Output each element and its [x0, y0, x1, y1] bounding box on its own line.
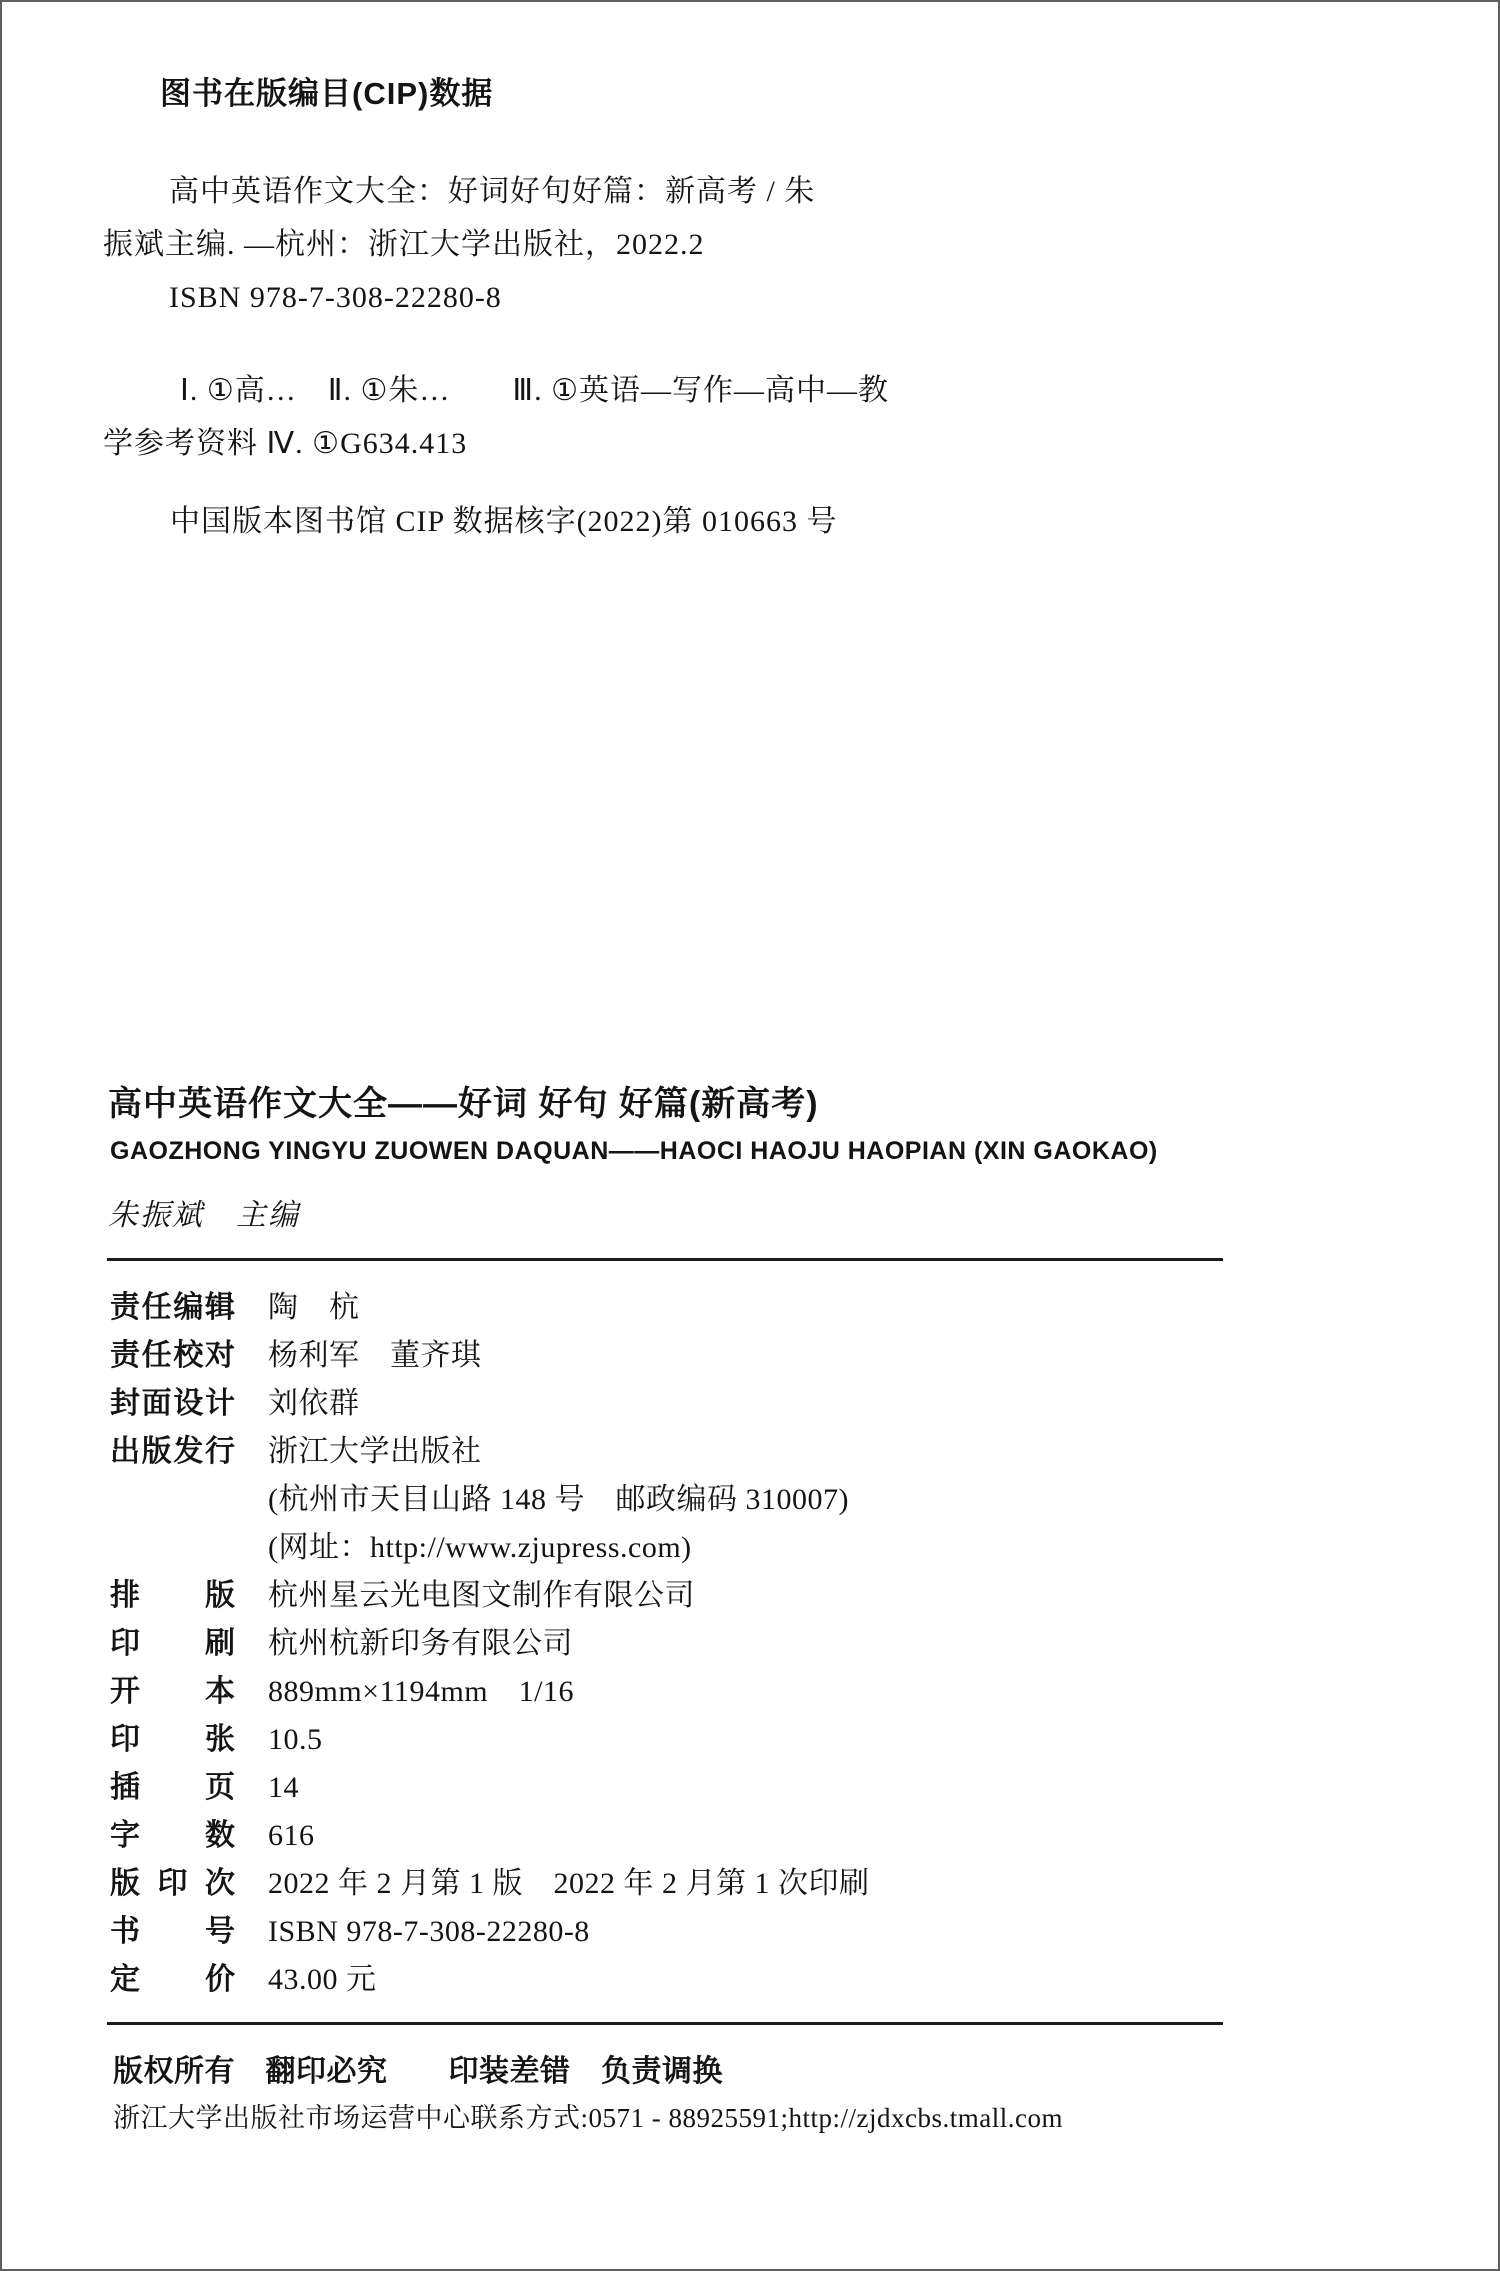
- cip-registration: 中国版本图书馆 CIP 数据核字(2022)第 010663 号: [170, 505, 838, 538]
- colophon-value: 浙江大学出版社: [268, 1435, 482, 1468]
- colophon-row: [110, 1428, 870, 1476]
- colophon-row: [110, 1284, 870, 1332]
- colophon-row: [110, 1668, 870, 1716]
- colophon-label: 责任编辑: [110, 1291, 235, 1324]
- colophon-value: 14: [268, 1771, 299, 1804]
- cip-record: [103, 165, 815, 324]
- cip-classification-line: 学参考资料 Ⅳ. ①G634.413: [103, 427, 468, 460]
- colophon-value: 889mm×1194mm 1/16: [268, 1675, 574, 1708]
- colophon-website: (网址：http://www.zjupress.com): [268, 1531, 692, 1564]
- colophon-label: 印刷: [110, 1627, 235, 1660]
- divider-rule-bottom: [107, 2022, 1223, 2025]
- editor-line: 朱振斌 主编: [108, 1199, 300, 1232]
- colophon-label: 出版发行: [110, 1435, 235, 1468]
- colophon-row: [110, 1476, 870, 1524]
- colophon-row: [110, 1524, 870, 1572]
- colophon-value: 杭州星云光电图文制作有限公司: [268, 1579, 695, 1612]
- cip-heading: 图书在版编目(CIP)数据: [160, 76, 494, 111]
- colophon-value: 陶 杭: [268, 1291, 360, 1324]
- colophon-price: 43.00 元: [268, 1963, 377, 1996]
- colophon-value: 杭州杭新印务有限公司: [268, 1627, 573, 1660]
- colophon-value: 616: [268, 1819, 315, 1852]
- cip-isbn-line: ISBN 978-7-308-22280-8: [169, 281, 502, 314]
- colophon-row: [110, 1332, 870, 1380]
- colophon-label: 责任校对: [110, 1339, 235, 1372]
- colophon-value: 杨利军 董齐琪: [268, 1339, 482, 1372]
- colophon-row: [110, 1956, 870, 2004]
- colophon-table: [110, 1284, 870, 2004]
- colophon-row: [110, 1908, 870, 1956]
- colophon-label: 排版: [110, 1579, 235, 1612]
- colophon-row: [110, 1620, 870, 1668]
- colophon-row: [110, 1812, 870, 1860]
- colophon-row: [110, 1716, 870, 1764]
- colophon-label: 版印次: [110, 1867, 235, 1900]
- colophon-row: [110, 1764, 870, 1812]
- colophon-address: (杭州市天目山路 148 号 邮政编码 310007): [268, 1483, 849, 1516]
- cip-classification-line: Ⅰ. ①高… Ⅱ. ①朱… Ⅲ. ①英语—写作—高中—教: [180, 374, 889, 407]
- colophon-label: 插页: [110, 1771, 235, 1804]
- book-title-pinyin: GAOZHONG YINGYU ZUOWEN DAQUAN——HAOCI HAOJU HAOPIAN (XIN GAOKAO): [110, 1137, 1158, 1165]
- colophon-value: 刘依群: [268, 1387, 360, 1420]
- book-title: 高中英语作文大全——好词 好句 好篇(新高考): [108, 1085, 819, 1123]
- cip-record-line: 高中英语作文大全：好词好句好篇：新高考 / 朱: [169, 175, 816, 208]
- colophon-isbn: ISBN 978-7-308-22280-8: [268, 1915, 590, 1948]
- colophon-label: 定价: [110, 1963, 235, 1996]
- copyright-notice: 版权所有 翻印必究 印装差错 负责调换: [113, 2055, 723, 2088]
- colophon-row: [110, 1572, 870, 1620]
- colophon-row: [110, 1860, 870, 1908]
- colophon-label: 印张: [110, 1723, 235, 1756]
- contact-line: 浙江大学出版社市场运营中心联系方式:0571 - 88925591;http://zjdxcbs.tmall.com: [113, 2103, 1063, 2133]
- colophon-value: 2022 年 2 月第 1 版 2022 年 2 月第 1 次印刷: [268, 1867, 870, 1900]
- colophon-label: 书号: [110, 1915, 235, 1948]
- colophon-value: 10.5: [268, 1723, 323, 1756]
- cip-classification: [103, 364, 889, 470]
- colophon-label: 封面设计: [110, 1387, 235, 1420]
- divider-rule-top: [107, 1258, 1223, 1261]
- colophon-label: 字数: [110, 1819, 235, 1852]
- colophon-label: 开本: [110, 1675, 235, 1708]
- cip-record-line: 振斌主编. —杭州：浙江大学出版社，2022.2: [103, 228, 705, 261]
- colophon-row: [110, 1380, 870, 1428]
